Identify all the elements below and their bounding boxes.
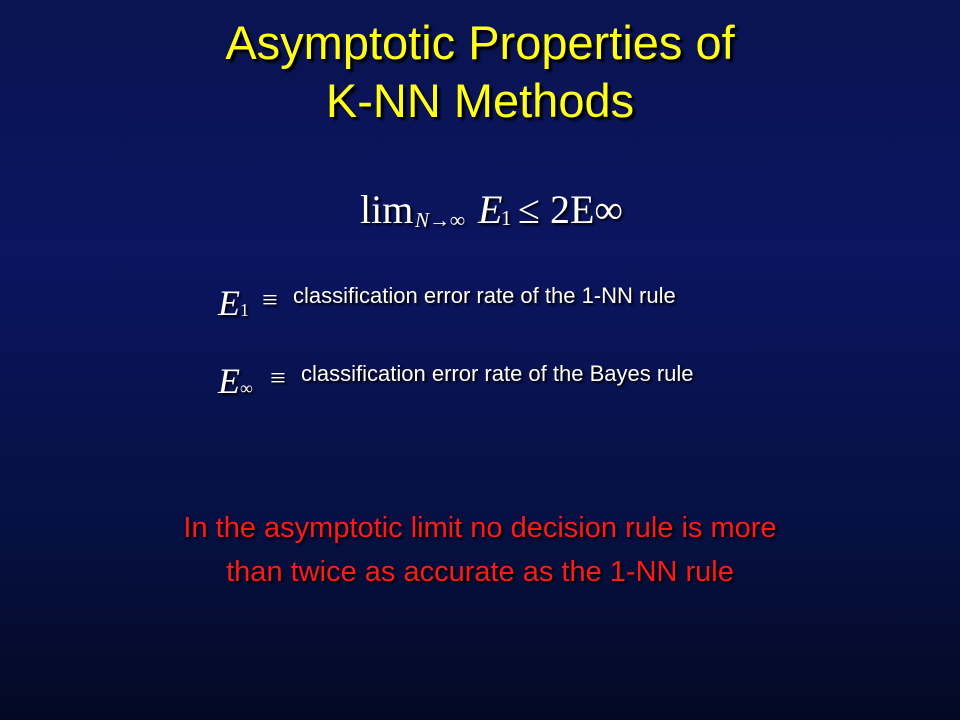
equivalence-sign: ≡ bbox=[270, 363, 286, 394]
error-symbol: E bbox=[478, 187, 503, 232]
conclusion-line-2: than twice as accurate as the 1-NN rule bbox=[226, 556, 734, 588]
conclusion-text bbox=[0, 506, 960, 594]
definition-symbol: E bbox=[218, 283, 240, 323]
definition-subscript: ∞ bbox=[240, 378, 253, 398]
title-line-1: Asymptotic Properties of bbox=[225, 16, 735, 69]
slide-title bbox=[0, 14, 960, 130]
definition-symbol: E bbox=[218, 361, 240, 401]
definition-e-infinity bbox=[218, 360, 798, 400]
definition-text: classification error rate of the 1-NN rule bbox=[293, 283, 676, 308]
error-subscript: 1 bbox=[501, 206, 512, 230]
equivalence-sign: ≡ bbox=[262, 285, 278, 316]
conclusion-line-1: In the asymptotic limit no decision rule is more bbox=[183, 512, 777, 544]
title-line-2: K-NN Methods bbox=[325, 74, 635, 127]
lim-subscript: N→∞ bbox=[415, 208, 465, 232]
lim-operator: lim bbox=[360, 187, 414, 232]
definition-subscript: 1 bbox=[240, 300, 249, 320]
definition-e1 bbox=[218, 282, 778, 322]
inequality-rhs: ≤ 2E∞ bbox=[518, 187, 623, 232]
definition-text: classification error rate of the Bayes rule bbox=[301, 361, 694, 386]
